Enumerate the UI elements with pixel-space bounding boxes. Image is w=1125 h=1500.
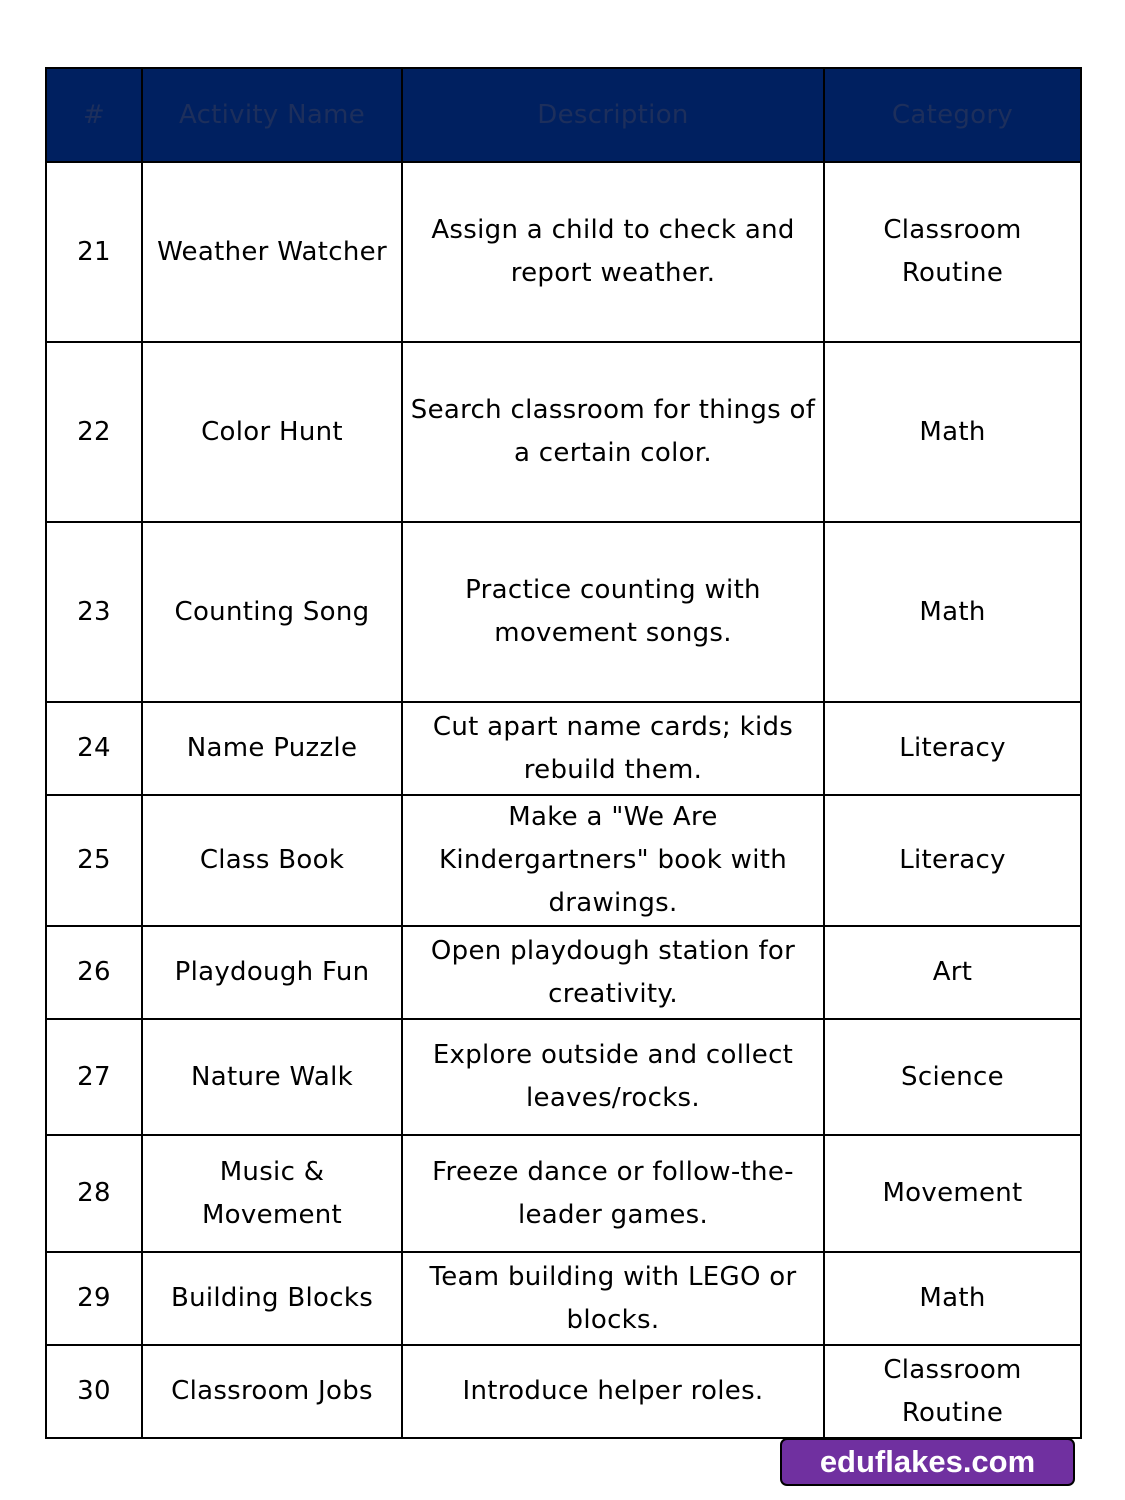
table-row <box>46 1135 1081 1252</box>
row-activity-name: Weather Watcher <box>142 162 402 342</box>
header-category: Category <box>824 68 1081 162</box>
row-category: Math <box>824 522 1081 702</box>
row-description: Make a "We Are Kindergartners" book with drawings. <box>402 795 824 926</box>
row-activity-name: Name Puzzle <box>142 702 402 795</box>
row-number: 22 <box>46 342 142 522</box>
row-number: 21 <box>46 162 142 342</box>
row-number: 25 <box>46 795 142 926</box>
row-description: Practice counting with movement songs. <box>402 522 824 702</box>
row-activity-name: Class Book <box>142 795 402 926</box>
row-category: Classroom Routine <box>824 1345 1081 1438</box>
row-activity-name: Nature Walk <box>142 1019 402 1135</box>
row-number: 28 <box>46 1135 142 1252</box>
activities-table <box>45 67 1082 1439</box>
table-row <box>46 926 1081 1019</box>
table-row <box>46 1252 1081 1345</box>
table-row <box>46 795 1081 926</box>
row-number: 27 <box>46 1019 142 1135</box>
row-description: Cut apart name cards; kids rebuild them. <box>402 702 824 795</box>
row-description: Open playdough station for creativity. <box>402 926 824 1019</box>
row-category: Science <box>824 1019 1081 1135</box>
row-category: Classroom Routine <box>824 162 1081 342</box>
table-row <box>46 342 1081 522</box>
row-number: 29 <box>46 1252 142 1345</box>
header-row <box>46 68 1081 162</box>
row-number: 24 <box>46 702 142 795</box>
row-category: Art <box>824 926 1081 1019</box>
table-row <box>46 1019 1081 1135</box>
row-number: 23 <box>46 522 142 702</box>
row-activity-name: Playdough Fun <box>142 926 402 1019</box>
table-row <box>46 522 1081 702</box>
row-category: Movement <box>824 1135 1081 1252</box>
row-activity-name: Counting Song <box>142 522 402 702</box>
row-activity-name: Music & Movement <box>142 1135 402 1252</box>
row-description: Freeze dance or follow-the-leader games. <box>402 1135 824 1252</box>
row-category: Literacy <box>824 702 1081 795</box>
row-description: Search classroom for things of a certain color. <box>402 342 824 522</box>
row-category: Math <box>824 1252 1081 1345</box>
brand-badge: eduflakes.com <box>780 1438 1075 1486</box>
row-category: Literacy <box>824 795 1081 926</box>
header-number: # <box>46 68 142 162</box>
row-activity-name: Color Hunt <box>142 342 402 522</box>
row-activity-name: Classroom Jobs <box>142 1345 402 1438</box>
header-activity-name: Activity Name <box>142 68 402 162</box>
row-number: 30 <box>46 1345 142 1438</box>
table-row <box>46 1345 1081 1438</box>
table-body <box>46 162 1081 1438</box>
row-description: Assign a child to check and report weather. <box>402 162 824 342</box>
table-row <box>46 162 1081 342</box>
table-header <box>46 68 1081 162</box>
row-category: Math <box>824 342 1081 522</box>
row-activity-name: Building Blocks <box>142 1252 402 1345</box>
row-number: 26 <box>46 926 142 1019</box>
row-description: Introduce helper roles. <box>402 1345 824 1438</box>
row-description: Team building with LEGO or blocks. <box>402 1252 824 1345</box>
header-description: Description <box>402 68 824 162</box>
row-description: Explore outside and collect leaves/rocks. <box>402 1019 824 1135</box>
table-row <box>46 702 1081 795</box>
